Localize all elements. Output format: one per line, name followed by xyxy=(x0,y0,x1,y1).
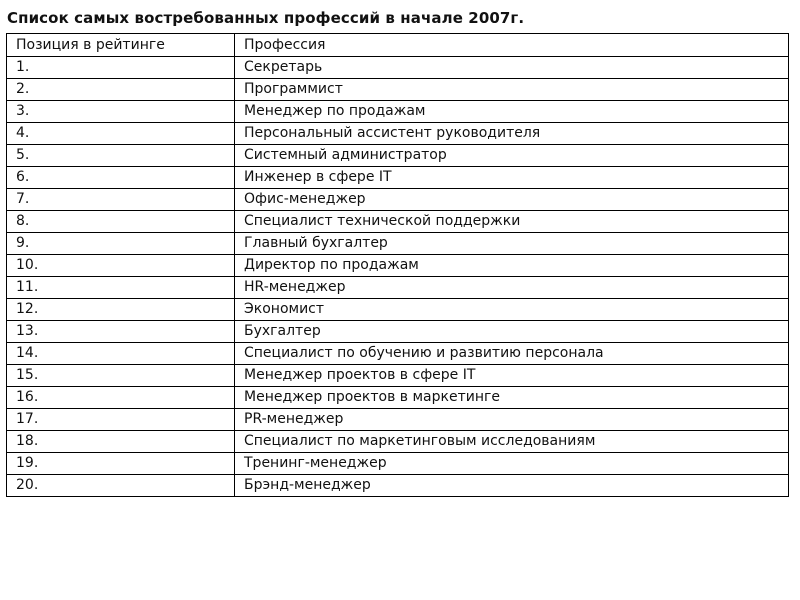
profession-cell: Офис-менеджер xyxy=(235,189,789,211)
rank-cell: 8. xyxy=(7,211,235,233)
rank-cell: 15. xyxy=(7,365,235,387)
rank-cell: 16. xyxy=(7,387,235,409)
table-row xyxy=(7,145,789,167)
rank-cell: 1. xyxy=(7,57,235,79)
table-header-row xyxy=(7,34,789,57)
rank-cell: 9. xyxy=(7,233,235,255)
table-body xyxy=(7,57,789,497)
rank-cell: 10. xyxy=(7,255,235,277)
table-row xyxy=(7,453,789,475)
table-row xyxy=(7,431,789,453)
table-row xyxy=(7,365,789,387)
profession-cell: Специалист технической поддержки xyxy=(235,211,789,233)
rank-cell: 13. xyxy=(7,321,235,343)
rank-cell: 7. xyxy=(7,189,235,211)
rank-cell: 12. xyxy=(7,299,235,321)
table-row xyxy=(7,321,789,343)
table-row xyxy=(7,409,789,431)
rank-cell: 4. xyxy=(7,123,235,145)
rank-cell: 19. xyxy=(7,453,235,475)
profession-cell: Инженер в сфере IT xyxy=(235,167,789,189)
rank-cell: 18. xyxy=(7,431,235,453)
profession-cell: Менеджер по продажам xyxy=(235,101,789,123)
table-row xyxy=(7,255,789,277)
profession-cell: PR-менеджер xyxy=(235,409,789,431)
table-row xyxy=(7,167,789,189)
profession-cell: Директор по продажам xyxy=(235,255,789,277)
rank-cell: 5. xyxy=(7,145,235,167)
profession-cell: Специалист по маркетинговым исследованиям xyxy=(235,431,789,453)
table-row xyxy=(7,79,789,101)
profession-cell: Персональный ассистент руководителя xyxy=(235,123,789,145)
table-row xyxy=(7,101,789,123)
profession-cell: Специалист по обучению и развитию персонала xyxy=(235,343,789,365)
table-row xyxy=(7,123,789,145)
table-row xyxy=(7,277,789,299)
table-row xyxy=(7,343,789,365)
rank-cell: 14. xyxy=(7,343,235,365)
profession-cell: HR-менеджер xyxy=(235,277,789,299)
rank-cell: 6. xyxy=(7,167,235,189)
profession-cell: Системный администратор xyxy=(235,145,789,167)
column-header-position: Позиция в рейтинге xyxy=(7,34,235,57)
profession-cell: Секретарь xyxy=(235,57,789,79)
rank-cell: 11. xyxy=(7,277,235,299)
table-row xyxy=(7,211,789,233)
profession-cell: Менеджер проектов в сфере IT xyxy=(235,365,789,387)
table-row xyxy=(7,299,789,321)
profession-cell: Менеджер проектов в маркетинге xyxy=(235,387,789,409)
table-row xyxy=(7,387,789,409)
table-row xyxy=(7,57,789,79)
table-row xyxy=(7,475,789,497)
ranking-table xyxy=(6,33,789,497)
rank-cell: 20. xyxy=(7,475,235,497)
rank-cell: 17. xyxy=(7,409,235,431)
profession-cell: Главный бухгалтер xyxy=(235,233,789,255)
profession-cell: Брэнд-менеджер xyxy=(235,475,789,497)
rank-cell: 3. xyxy=(7,101,235,123)
profession-cell: Бухгалтер xyxy=(235,321,789,343)
rank-cell: 2. xyxy=(7,79,235,101)
page-title: Список самых востребованных профессий в начале 2007г. xyxy=(7,9,525,27)
profession-cell: Экономист xyxy=(235,299,789,321)
profession-cell: Тренинг-менеджер xyxy=(235,453,789,475)
profession-cell: Программист xyxy=(235,79,789,101)
table-row xyxy=(7,189,789,211)
column-header-profession: Профессия xyxy=(235,34,789,57)
table-row xyxy=(7,233,789,255)
